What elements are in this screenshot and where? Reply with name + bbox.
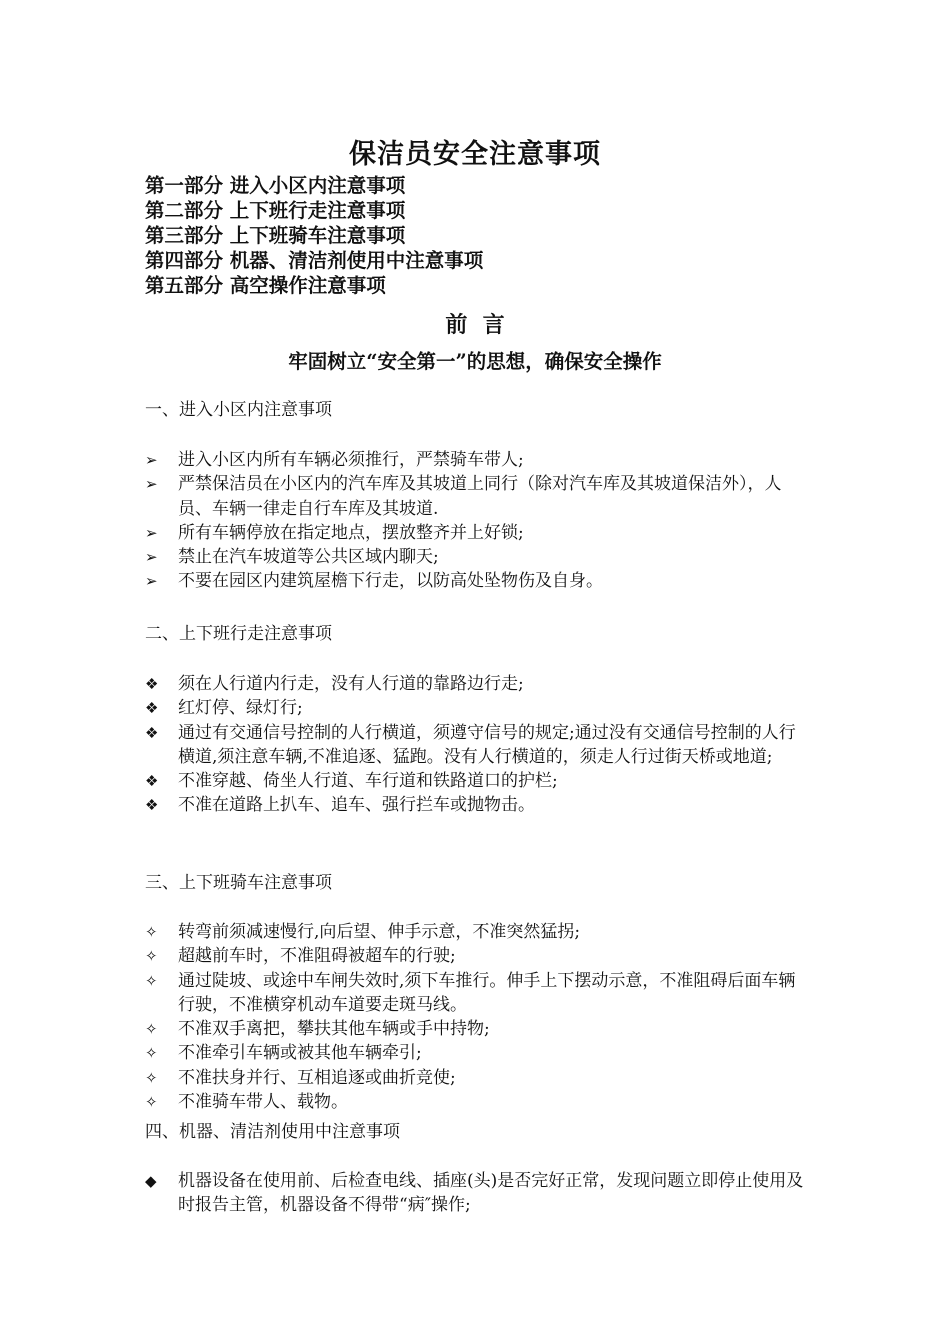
preface-subtitle: 牢固树立“安全第一”的思想，确保安全操作: [288, 350, 662, 373]
list-item-text: 不准在道路上扒车、追车、强行拦车或抛物击。: [178, 795, 535, 816]
toc-item: 第三部分 上下班骑车注意事项: [145, 224, 406, 247]
diamond-bullet-icon: ❖: [145, 675, 159, 693]
list-item-text: 不准骑车带人、载物。: [178, 1092, 348, 1113]
diamond-bullet-icon: ❖: [145, 772, 159, 791]
table-of-contents: [145, 173, 483, 298]
section-list: [145, 920, 810, 1114]
star-bullet-icon: ✧: [145, 1093, 158, 1112]
list-item-text: 通过有交通信号控制的人行横道，须遵守信号的规定;通过没有交通信号控制的人行横道,须注意车辆,不准追逐、猛跑。没有人行横道的，须走人行过街天桥或地道;: [178, 722, 796, 767]
arrow-bullet-icon: ➢: [145, 572, 158, 591]
list-item-text: 不准扶身并行、互相追逐或曲折竞使;: [178, 1067, 456, 1088]
solid-diamond-bullet-icon: ◆: [145, 1172, 157, 1190]
section-heading: 二、上下班行走注意事项: [145, 624, 332, 644]
diamond-bullet-icon: ❖: [145, 796, 159, 815]
list-item: [145, 1041, 810, 1065]
toc-item: 第五部分 高空操作注意事项: [145, 274, 386, 297]
list-item: [145, 521, 810, 545]
diamond-bullet-icon: ❖: [145, 699, 159, 718]
list-item: [145, 472, 810, 521]
star-bullet-icon: ✧: [145, 971, 158, 990]
section-list: [145, 1169, 810, 1218]
list-item-text: 红灯停、绿灯行;: [178, 698, 303, 719]
arrow-bullet-icon: ➢: [145, 523, 158, 542]
list-item: [145, 769, 810, 793]
list-item: [145, 569, 810, 593]
list-item: [145, 696, 810, 720]
list-item: [145, 672, 810, 696]
list-item-text: 须在人行道内行走，没有人行道的靠路边行走;: [178, 674, 524, 694]
list-item-text: 通过陡坡、或途中车闸失效时,须下车推行。伸手上下摆动示意，不准阻碍后面车辆行驶，不准横穿机动车道要走斑马线。: [178, 970, 796, 1015]
list-item: [145, 1017, 810, 1041]
list-item-text: 严禁保洁员在小区内的汽车库及其坡道上同行（除对汽车库及其坡道保洁外），人员、车辆一律走自行车库及其坡道.: [178, 474, 782, 519]
list-item-text: 转弯前须减速慢行,向后望、伸手示意，不准突然猛拐;: [178, 922, 581, 942]
list-item: [145, 1090, 810, 1114]
star-bullet-icon: ✧: [145, 1044, 158, 1063]
list-item-text: 进入小区内所有车辆必须推行，严禁骑车带人;: [178, 450, 524, 470]
star-bullet-icon: ✧: [145, 1068, 158, 1087]
list-item: [145, 1169, 810, 1218]
list-item: [145, 793, 810, 817]
star-bullet-icon: ✧: [145, 947, 158, 966]
section-heading: 四、机器、清洁剂使用中注意事项: [145, 1122, 400, 1142]
arrow-bullet-icon: ➢: [145, 451, 158, 469]
list-item: [145, 920, 810, 944]
list-item: [145, 1066, 810, 1090]
star-bullet-icon: ✧: [145, 1020, 158, 1039]
arrow-bullet-icon: ➢: [145, 475, 158, 494]
list-item-text: 机器设备在使用前、后检查电线、插座(头)是否完好正常，发现问题立即停止使用及时报告主管，机器设备不得带“病″操作;: [178, 1171, 804, 1216]
list-item-text: 禁止在汽车坡道等公共区域内聊天;: [178, 547, 439, 568]
preface-heading: 前 言: [445, 312, 505, 338]
list-item-text: 不准牵引车辆或被其他车辆牵引;: [178, 1043, 422, 1064]
section-heading: 一、进入小区内注意事项: [145, 400, 332, 420]
toc-item: 第二部分 上下班行走注意事项: [145, 199, 406, 222]
section-list: [145, 672, 810, 818]
list-item-text: 所有车辆停放在指定地点，摆放整齐并上好锁;: [178, 522, 524, 543]
section-heading: 三、上下班骑车注意事项: [145, 873, 332, 893]
list-item-text: 不要在园区内建筑屋檐下行走，以防高处坠物伤及自身。: [178, 571, 603, 592]
diamond-bullet-icon: ❖: [145, 723, 159, 742]
list-item-text: 超越前车时，不准阻碍被超车的行驶;: [178, 946, 456, 967]
list-item: [145, 721, 810, 770]
arrow-bullet-icon: ➢: [145, 548, 158, 567]
list-item-text: 不准穿越、倚坐人行道、车行道和铁路道口的护栏;: [178, 771, 558, 792]
list-item: [145, 448, 810, 472]
list-item: [145, 969, 810, 1018]
section-list: [145, 448, 810, 594]
list-item: [145, 944, 810, 968]
list-item: [145, 545, 810, 569]
star-bullet-icon: ✧: [145, 923, 158, 941]
document-title: 保洁员安全注意事项: [349, 139, 601, 170]
toc-item: 第一部分 进入小区内注意事项: [145, 174, 406, 197]
toc-item: 第四部分 机器、清洁剂使用中注意事项: [145, 249, 484, 272]
list-item-text: 不准双手离把，攀扶其他车辆或手中持物;: [178, 1019, 490, 1040]
